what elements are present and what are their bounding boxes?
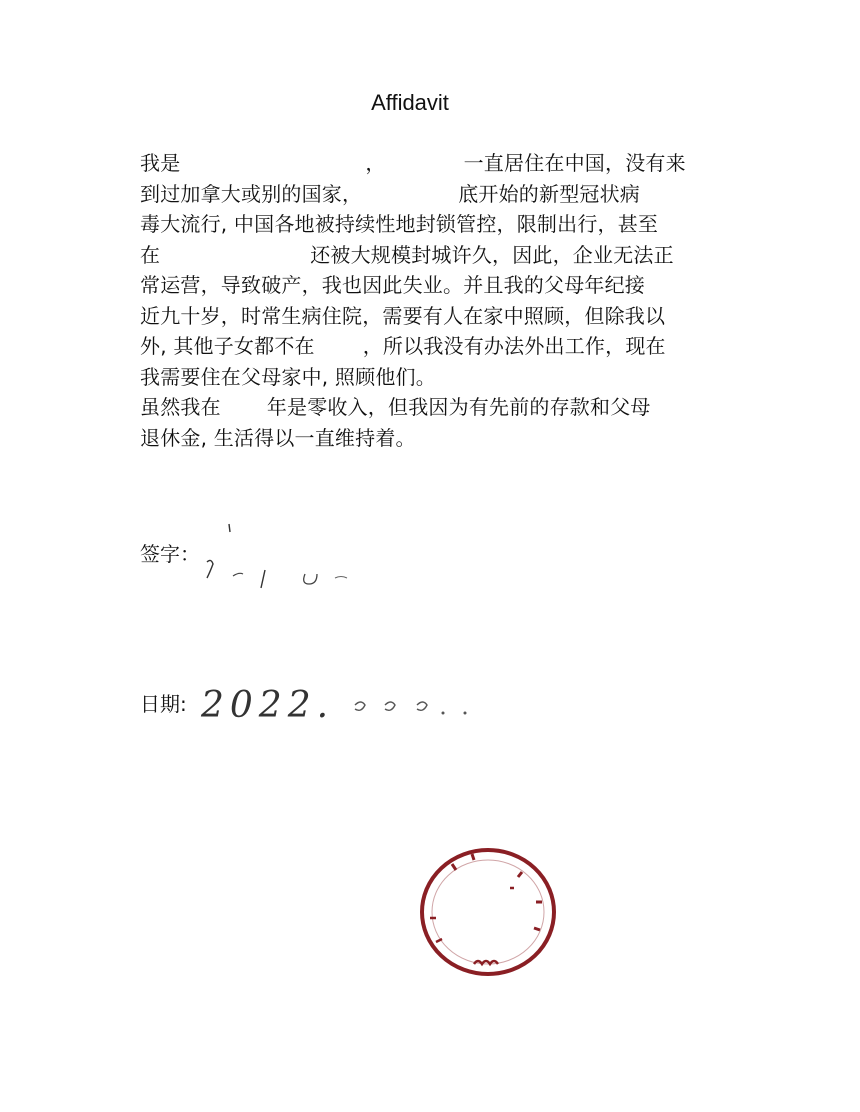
signature-label: 签字： <box>140 542 200 566</box>
body-line: 退休金, 生活得以一直维持着。 <box>140 425 416 450</box>
handwritten-date <box>195 675 485 730</box>
date-handwritten-text: 2022. <box>201 685 335 726</box>
body-line <box>140 392 730 423</box>
text-segment: 底开始的新型冠状病 <box>458 181 641 206</box>
redacted-area <box>362 184 458 206</box>
text-segment: ，所以我没有办法外出工作，现在 <box>362 334 666 358</box>
text-segment: 还被大规模封城许久，因此，企业无法正 <box>310 242 674 267</box>
body-line: 毒大流行, 中国各地被持续性地封锁管控，限制出行，甚至 <box>140 212 659 236</box>
redacted-area <box>221 398 267 420</box>
text-segment: 在 <box>140 242 161 267</box>
body-line <box>140 331 730 362</box>
text-segment: 我是 <box>140 151 181 175</box>
redacted-area <box>160 245 310 267</box>
document-title: Affidavit <box>371 90 449 115</box>
text-segment: 一直居住在中国，没有来 <box>463 151 686 175</box>
signature-scribble-icon <box>205 512 365 592</box>
official-seal-icon <box>412 842 562 980</box>
body-line: 我需要住在父母家中, 照顾他们。 <box>140 364 436 389</box>
body-line <box>140 148 730 179</box>
date-label: 日期: <box>140 692 187 716</box>
text-segment: 年是零收入，但我因为有先前的存款和父母 <box>266 395 651 419</box>
body-line <box>140 240 730 271</box>
text-segment: 外, 其他子女都不在 <box>140 334 315 358</box>
redacted-area <box>180 154 365 176</box>
body-line: 近九十岁，时常生病住院，需要有人在家中照顾，但除我以 <box>140 303 666 328</box>
text-segment: ， <box>365 151 386 175</box>
affidavit-body <box>140 148 730 453</box>
redacted-area <box>386 154 464 176</box>
body-line: 常运营，导致破产，我也因此失业。并且我的父母年纪接 <box>140 273 645 297</box>
text-segment: 虽然我在 <box>140 395 221 419</box>
body-line <box>140 179 730 210</box>
redacted-area <box>315 337 363 359</box>
text-segment: 到过加拿大或别的国家， <box>140 181 363 206</box>
